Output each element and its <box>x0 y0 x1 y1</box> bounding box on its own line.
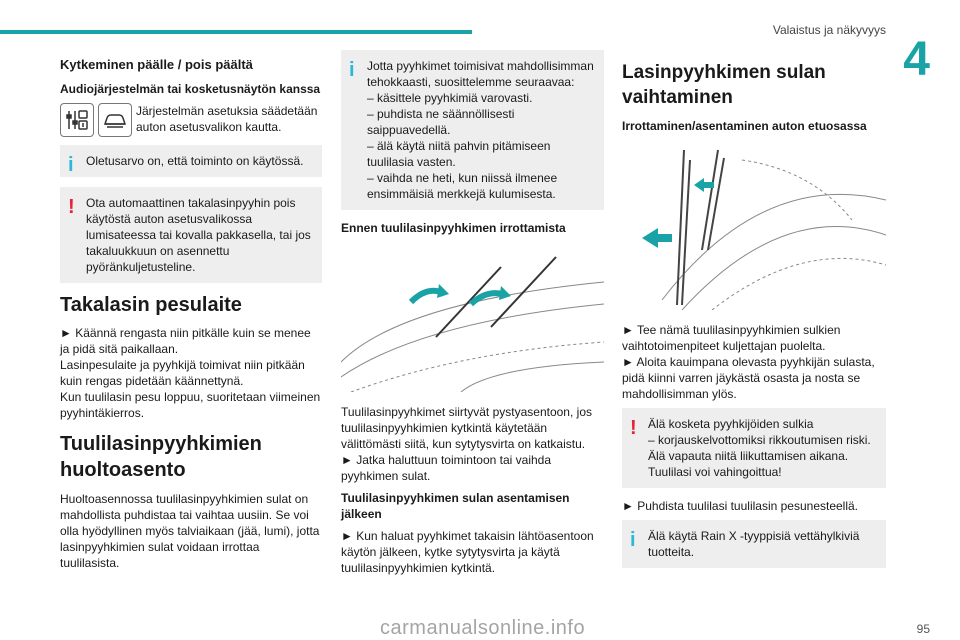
rear-paragraph: ► Käännä rengasta niin pitkälle kuin se menee ja pidä sitä paikallaan. Lasinpesulaite ja pyyhkijä toimivat niin pitkään kuin rengas pidetään käännettynä. Kun tuulilasin pesu loppuu, suoritetaan viimeinen pyyhintäkierros. <box>60 326 321 420</box>
column-3 <box>622 50 886 578</box>
wiper-vertical-illustration <box>341 242 604 396</box>
column-2 <box>341 50 604 582</box>
warning-box-rear-wiper <box>60 187 322 283</box>
info-box-wiper-care: i Jotta pyyhkimet toimisivat mahdollisimman tehokkaasti, suosittelemme seuraavaa: – käsittele pyyhkimiä varovasti. – puhdista ne säännöllisesti saippuavedellä. – älä käytä niitä pahvin pitämiseen tuulilasia vasten. – vaihda ne heti, kun niissä ilmenee ensimmäisiä merkkejä kulumisesta. <box>341 50 604 210</box>
settings-icon-row <box>60 103 322 137</box>
heading-audio: Audiojärjestelmän tai kosketusnäytön kanssa <box>60 82 321 96</box>
column-1 <box>60 50 322 577</box>
heading-service-position: Tuulilasinpyyhkimien huoltoasento <box>60 433 262 481</box>
info-box-default <box>60 145 322 177</box>
settings-sliders-icon <box>60 103 94 137</box>
after-paragraph: ► Kun haluat pyyhkimet takaisin lähtöasentoon käytön jälkeen, kytke sytytysvirta ja käytä tuulilasinpyyhkimien kytkintä. <box>341 529 594 575</box>
front-paragraph: ► Tee nämä tuulilasinpyyhkimien sulkien vaihtotoimenpiteet kuljettajan puolelta. ► Aloita kauimpana olevasta pyyhkijän sulasta, pidä kiinni varren jäykästä osasta ja nosta se mahdollisimman ylös. <box>622 323 875 401</box>
heading-after-install: Tuulilasinpyyhkimen sulan asentamisen jälkeen <box>341 491 570 521</box>
car-icon <box>98 103 132 137</box>
chapter-number: 4 <box>903 33 930 86</box>
heading-front: Irrottaminen/asentaminen auton etuosassa <box>622 119 867 133</box>
warning-text: Ota automaattinen takalasinpyyhin pois käytöstä auton asetusvalikossa lumisateessa tai kovalla pakkasella, tai jos takaluukkuun on asennettu pyöränkuljetusteline. <box>86 196 311 274</box>
info-icon: i <box>630 529 636 551</box>
header-accent-bar <box>0 30 472 34</box>
section-title: Valaistus ja näkyvyys <box>772 23 886 37</box>
icon-row-text: Järjestelmän asetuksia säädetään auton asetusvalikon kautta. <box>136 104 318 134</box>
warning-box-blades: ! Älä kosketa pyyhkijöiden sulkia – korjauskelvottomiksi rikkoutumisen riski. Älä vapauta niitä liikuttamisen aikana. Tuulilasi voi vahingoittua! <box>622 408 886 488</box>
info-icon: i <box>349 59 355 81</box>
info-box-rainx: i Älä käytä Rain X -tyyppisiä vettähylkiviä tuotteita. <box>622 520 886 568</box>
heading-blade-change: Lasinpyyhkimen sulan vaihtaminen <box>622 62 826 108</box>
heading-rear-washer: Takalasin pesulaite <box>60 294 242 316</box>
clean-paragraph: ► Puhdista tuulilasi tuulilasin pesunesteellä. <box>622 499 859 513</box>
page-number: 95 <box>916 622 930 636</box>
heading-before-removal: Ennen tuulilasinpyyhkimen irrottamista <box>341 221 566 235</box>
service-paragraph: Huoltoasennossa tuulilasinpyyhkimien sulat on mahdollista puhdistaa tai vaihtaa uusiin. Se voi olla hyödyllinen myös talviaikaan (jää, lumi), jotta lasinpyyhkimien sulat voidaan irrottaa tuulilasista. <box>60 492 320 570</box>
heading-switch: Kytkeminen päälle / pois päältä <box>60 57 253 72</box>
before-paragraph: Tuulilasinpyyhkimet siirtyvät pystyasentoon, jos tuulilasinpyyhkimien kytkintä käytetään välittömästi siitä, kun sytytysvirta on katkaistu. ► Jatka haluttuun toimintoon tai vaihda pyyhkimen sulat. <box>341 405 592 483</box>
info-icon: i <box>68 154 74 176</box>
blade-removal-illustration <box>622 140 886 314</box>
info-text: Oletusarvo on, että toiminto on käytössä. <box>86 154 304 168</box>
warning-icon: ! <box>630 417 637 439</box>
warning-icon: ! <box>68 196 75 218</box>
watermark: carmanualsonline.info <box>380 617 586 639</box>
